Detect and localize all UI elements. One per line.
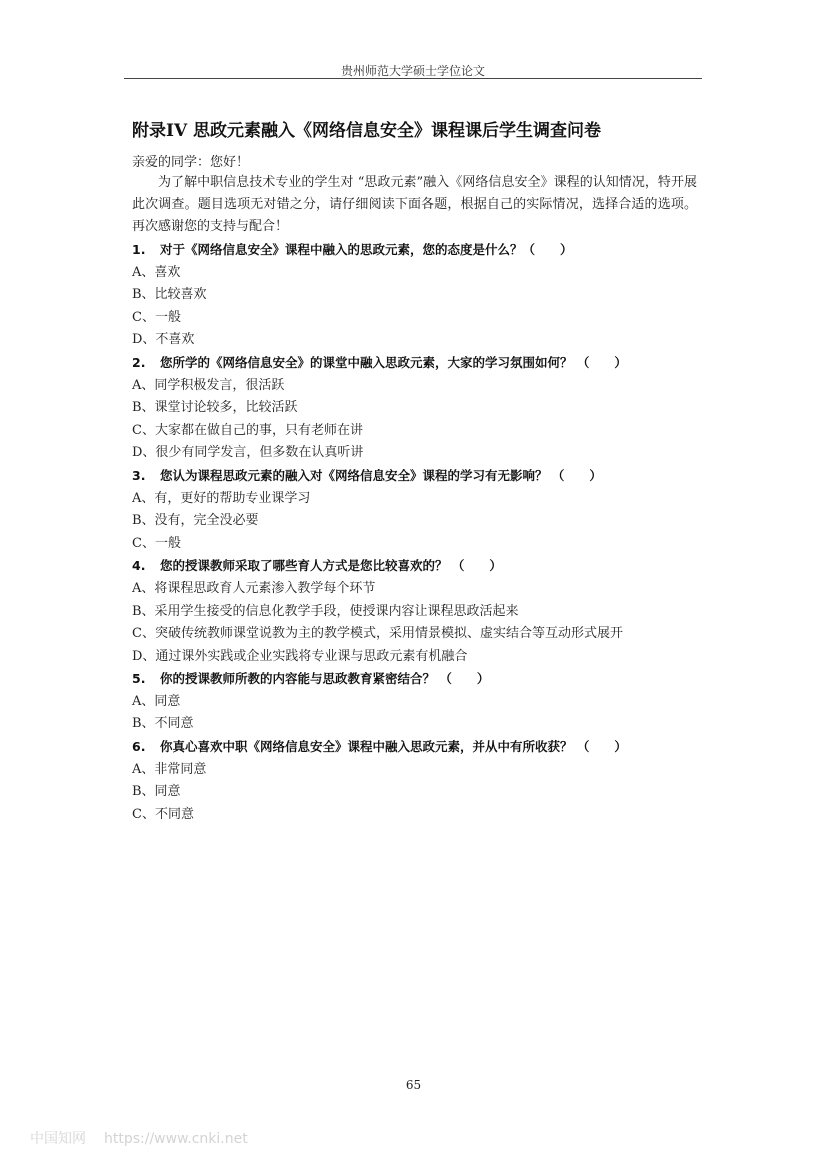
option-4b: B、采用学生接受的信息化教学手段，使授课内容让课程思政活起来 — [132, 603, 519, 619]
option-1d: D、不喜欢 — [132, 332, 195, 348]
running-header: 贵州师范大学硕士学位论文 — [340, 64, 485, 78]
question-text: 你真心喜欢中职《网络信息安全》课程中融入思政元素，并从中有所收获？ （ ） — [160, 739, 627, 755]
header-divider — [124, 78, 702, 79]
question-text: 您的授课教师采取了哪些育人方式是您比较喜欢的？ （ ） — [160, 558, 502, 574]
option-2a: A、同学积极发言，很活跃 — [132, 377, 285, 393]
option-3c: C、一般 — [132, 535, 181, 551]
question-number: 6. — [132, 739, 146, 755]
question-3 — [132, 465, 702, 488]
option-5b: B、不同意 — [132, 716, 194, 732]
question-number: 1. — [132, 242, 146, 257]
option-2b: B、课堂讨论较多，比较活跃 — [132, 400, 298, 416]
question-text: 您认为课程思政元素的融入对《网络信息安全》课程的学习有无影响？ （ ） — [160, 467, 602, 483]
page-number: 65 — [405, 1078, 422, 1092]
option-4a: A、将课程思政育人元素渗入教学每个环节 — [132, 580, 376, 596]
question-5 — [132, 668, 702, 691]
question-number: 5. — [132, 671, 146, 687]
question-number: 2. — [132, 354, 146, 370]
question-list — [132, 239, 702, 826]
option-1a: A、喜欢 — [132, 264, 181, 280]
appendix-title: 附录IV 思政元素融入《网络信息安全》课程课后学生调查问卷 — [132, 121, 602, 141]
greeting: 亲爱的同学：您好！ — [132, 155, 250, 170]
option-6c: C、不同意 — [132, 806, 194, 822]
watermark-url: https://www.cnki.net — [104, 1131, 248, 1147]
option-4d: D、通过课外实践或企业实践将专业课与思政元素有机融合 — [132, 648, 468, 664]
option-3b: B、没有，完全没必要 — [132, 513, 259, 529]
question-text: 你的授课教师所教的内容能与思政教育紧密结合？ （ ） — [160, 671, 490, 687]
watermark-name: 中国知网 — [30, 1131, 86, 1147]
question-number: 4. — [132, 558, 146, 574]
option-2c: C、大家都在做自己的事，只有老师在讲 — [132, 422, 363, 438]
option-6a: A、非常同意 — [132, 761, 207, 777]
option-1b: B、比较喜欢 — [132, 287, 207, 303]
option-4c: C、突破传统教师课堂说教为主的教学模式，采用情景模拟、虚实结合等互动形式展开 — [132, 626, 623, 642]
option-2d: D、很少有同学发言，但多数在认真听讲 — [132, 445, 364, 461]
intro-paragraph: 为了解中职信息技术专业的学生对 “思政元素”融入《网络信息安全》课程的认知情况，特开展此次调查。题目选项无对错之分，请仔细阅读下面各题，根据自己的实际情况，选择合适的选项。再次感谢您的支持与配合！ — [132, 175, 697, 234]
option-6b: B、同意 — [132, 784, 181, 800]
question-text: 您所学的《网络信息安全》的课堂中融入思政元素，大家的学习氛围如何？ （ ） — [160, 354, 627, 370]
cnki-watermark — [30, 1128, 248, 1148]
question-2 — [132, 352, 702, 375]
question-6 — [132, 736, 702, 759]
option-3a: A、有，更好的帮助专业课学习 — [132, 490, 311, 506]
question-1 — [132, 239, 702, 262]
option-5a: A、同意 — [132, 693, 181, 709]
question-number: 3. — [132, 467, 146, 483]
option-1c: C、一般 — [132, 309, 181, 325]
question-text: 对于《网络信息安全》课程中融入的思政元素，您的态度是什么？（ ） — [160, 242, 573, 257]
question-4 — [132, 555, 702, 578]
